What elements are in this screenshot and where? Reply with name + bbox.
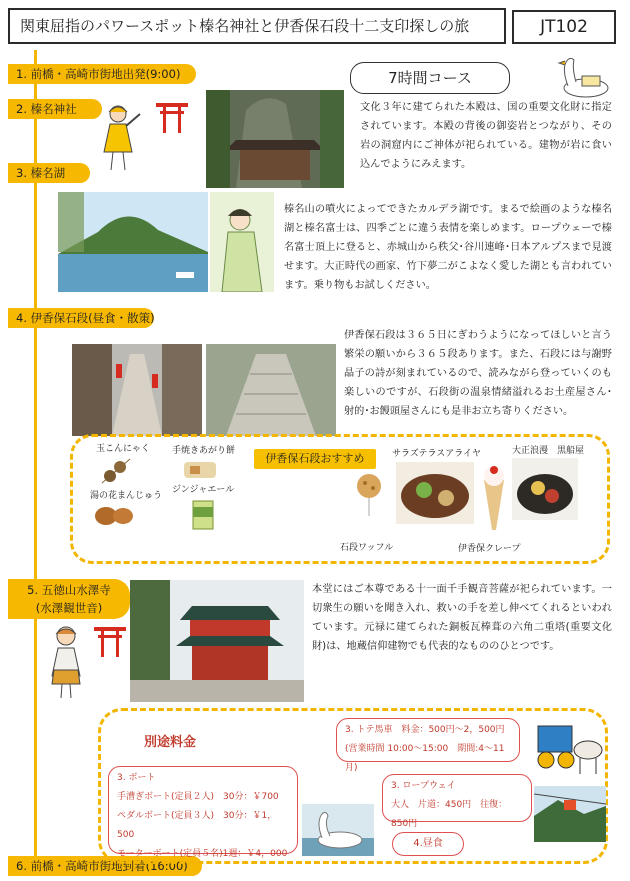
girl-illustration — [44, 624, 88, 700]
konnyaku-label: 玉こんにゃく — [96, 444, 150, 454]
guide-girl-illustration — [96, 100, 144, 172]
ikaho-street-photo — [72, 344, 202, 436]
swan-boat-photo — [302, 804, 374, 856]
step-1-departure: 1. 前橋・高崎市街地出発(9:00) — [8, 64, 196, 84]
haruna-shrine-photo — [206, 90, 344, 188]
lunch-fee-label: 4.昼食 — [413, 838, 443, 849]
konnyaku-icon — [100, 457, 132, 485]
agemochi-icon — [182, 458, 218, 482]
torii-gate-icon — [92, 624, 128, 658]
mizusawa-temple-photo — [130, 580, 304, 702]
step-5-sublabel: (水澤観世音) — [35, 601, 103, 615]
boat-fee-motorboat: モーターボート(定員５名)1週：￥4，000 — [117, 849, 288, 859]
ropeway-fee-price: 大人 片道：450円 往復：850円 — [391, 800, 508, 829]
page-title: 関東屈指のパワースポット榛名神社と伊香保石段十二支印探しの旅 — [8, 8, 506, 44]
waffle-label: 石段ワッフル — [340, 543, 394, 553]
recommendations-title: 伊香保石段おすすめ — [254, 449, 376, 469]
swan-boat-illustration — [552, 52, 612, 102]
step-2-haruna-shrine: 2. 榛名神社 — [8, 99, 102, 119]
waffle-photo — [354, 468, 384, 516]
step-5-mizusawa — [8, 579, 130, 619]
carriage-fee-head: 3. トテ馬車 料金：500円～2，500円 — [345, 725, 505, 735]
lake-haruna-description: 榛名山の噴火によってできたカルデラ湖です。まるで絵画のような榛名湖と榛名富士は、四季ごとに違う表情を楽しめます。ロープウェーで榛名富士頂上に登ると、赤城山から秩父･谷川連峰･日本アルプスまで見渡せます。大正時代の画家、竹下夢二がこよなく愛した湖とも言われています。乗り物もお試しください。 — [284, 204, 612, 291]
ginger-ale-label: ジンジャエール — [172, 485, 235, 495]
boat-fee-head: 3. ボート — [117, 773, 156, 783]
ropeway-fee-head: 3. ロープウェイ — [391, 781, 456, 791]
horse-carriage-illustration — [534, 716, 606, 778]
salad-terrace-label: サラズテラスアライヤ — [392, 449, 482, 459]
step-5-label: 5. 五徳山水澤寺 — [27, 583, 111, 597]
boat-fee-pedal-boat: ペダルボート(定員３人) 30分：￥1，500 — [117, 811, 277, 840]
ikaho-stone-steps-photo — [206, 344, 336, 436]
crepe-photo — [480, 460, 508, 532]
tour-code: JT102 — [512, 10, 616, 44]
step-3-lake-haruna: 3. 榛名湖 — [8, 163, 90, 183]
salad-terrace-photo — [396, 462, 474, 524]
yumeji-painting-illustration — [210, 192, 274, 292]
carriage-fee-box — [336, 718, 520, 773]
course-duration-badge: 7時間コース — [350, 62, 510, 94]
ropeway-fee-box — [382, 774, 532, 829]
crepe-label: 伊香保クレープ — [458, 544, 521, 554]
torii-gate-icon — [154, 100, 190, 134]
manju-label: 湯の花まんじゅう — [90, 491, 163, 501]
ikaho-description: 伊香保石段は３６５日にぎわうようになってほしいと言う繁栄の願いから３６５段あります。また、石段には与謝野晶子の詩が刻まれているので、読みながら登っていくのも楽しいのですが、石段街の温泉情緒溢れるお土産屋さん･射的･お饅頭屋さんにも是非お立ち寄りください。 — [344, 330, 612, 417]
ropeway-photo — [534, 786, 606, 842]
manju-icon — [94, 503, 134, 527]
step-4-ikaho-steps: 4. 伊香保石段(昼食・散策) — [8, 308, 154, 328]
lake-haruna-photo — [58, 192, 208, 292]
mizusawa-description: 本堂にはご本尊である十一面千手観音菩薩が祀られています。一切衆生の願いを聞き入れ、救いの手を差し伸べてくれるといわれています。元禄に建てられた銅板瓦棒葺の六角二重塔(重要文化財)は、地蔵信仰建物でも代表的なもののひとつです。 — [312, 584, 612, 652]
boat-fee-box — [108, 766, 298, 859]
extra-fees-title: 別途料金 — [144, 735, 197, 750]
ginger-ale-icon — [190, 497, 216, 531]
carriage-fee-hours: (営業時間 10:00～15:00 期間:4～11月) — [345, 744, 505, 773]
taisho-roman-dessert-photo — [512, 458, 578, 520]
agemochi-label: 手焼きあがり餅 — [172, 446, 236, 456]
step-6-arrival: 6. 前橋・高崎市街地到着(16:00) — [8, 856, 202, 876]
boat-fee-rowboat: 手漕ぎボート(定員２人) 30分：￥700 — [117, 792, 279, 802]
taisho-roman-label: 大正浪漫 黒船屋 — [512, 446, 585, 456]
lunch-fee-box — [392, 832, 464, 856]
haruna-shrine-description: 文化３年に建てられた本殿は、国の重要文化財に指定されています。本殿の背後の御姿岩とつながり、その岩の洞窟内にご神体が祀られている。建物が岩に食い込んでようにみえます。 — [360, 102, 612, 170]
